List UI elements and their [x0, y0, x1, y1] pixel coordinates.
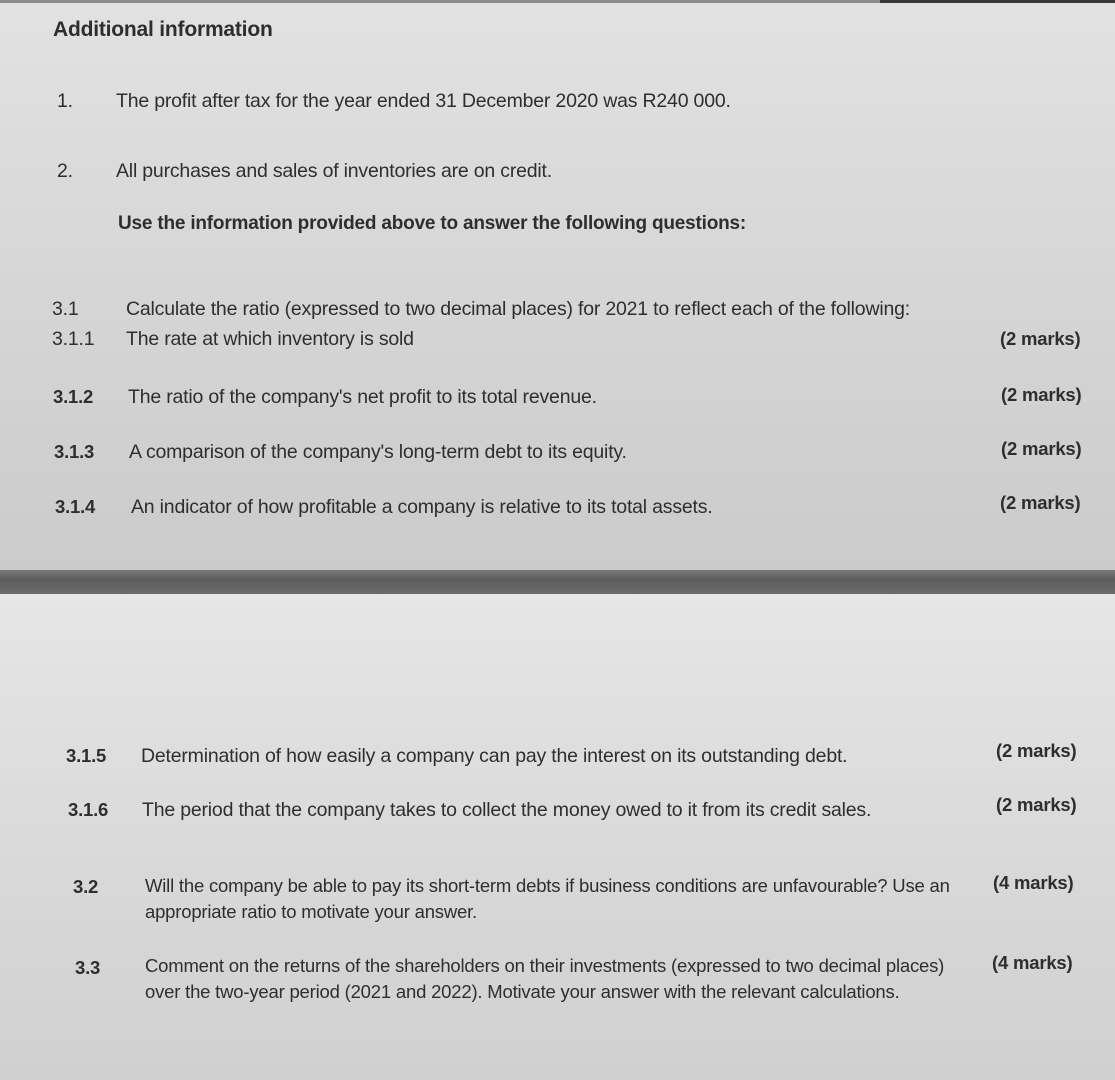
marks-label: (2 marks) [996, 794, 1077, 815]
question-text: Calculate the ratio (expressed to two decimal places) for 2021 to reflect each of the following: [126, 298, 910, 320]
lower-page [0, 594, 1115, 1080]
question-number: 3.1 [52, 298, 79, 320]
question-number: 3.3 [75, 957, 101, 978]
subquestion-text: The period that the company takes to collect the money owed to it from its credit sales. [142, 799, 872, 821]
subquestion-text: A comparison of the company's long-term debt to its equity. [129, 441, 627, 463]
section-heading: Additional information [53, 18, 273, 41]
subquestion-number: 3.1.3 [54, 441, 95, 462]
subquestion-text: The ratio of the company's net profit to its total revenue. [128, 386, 597, 408]
marks-label: (2 marks) [996, 740, 1077, 761]
subquestion-text: The rate at which inventory is sold [126, 328, 414, 350]
subquestion-number: 3.1.4 [55, 496, 96, 517]
subquestion-number: 3.1.2 [53, 386, 94, 407]
marks-label: (2 marks) [1001, 438, 1082, 459]
marks-label: (2 marks) [1000, 492, 1081, 513]
subquestion-text: Determination of how easily a company can pay the interest on its outstanding debt. [141, 745, 848, 767]
top-edge-strip [0, 0, 1115, 3]
marks-label: (2 marks) [1001, 384, 1082, 405]
info-item-number: 1. [57, 90, 73, 112]
subquestion-number: 3.1.6 [68, 799, 109, 820]
subquestion-number: 3.1.5 [66, 745, 107, 766]
page-divider [0, 570, 1115, 594]
info-item-text: All purchases and sales of inventories are on credit. [116, 160, 552, 182]
question-text: Comment on the returns of the shareholders on their investments (expressed to two decimal places) over the two-year period (2021 and 2022). Motivate your answer with the relevant calculations. [145, 955, 945, 1002]
info-item-number: 2. [57, 160, 73, 182]
marks-label: (4 marks) [992, 952, 1073, 973]
question-text: Will the company be able to pay its short-term debts if business conditions are unfavourable? Use an appropriate ratio to motivate your answer. [145, 875, 950, 922]
instruction-text: Use the information provided above to answer the following questions: [118, 213, 747, 234]
subquestion-number: 3.1.1 [52, 328, 95, 350]
info-item-text: The profit after tax for the year ended 31 December 2020 was R240 000. [116, 90, 731, 112]
subquestion-text: An indicator of how profitable a company is relative to its total assets. [131, 496, 713, 518]
marks-label: (2 marks) [1000, 328, 1081, 349]
marks-label: (4 marks) [993, 872, 1074, 893]
question-number: 3.2 [73, 876, 99, 897]
